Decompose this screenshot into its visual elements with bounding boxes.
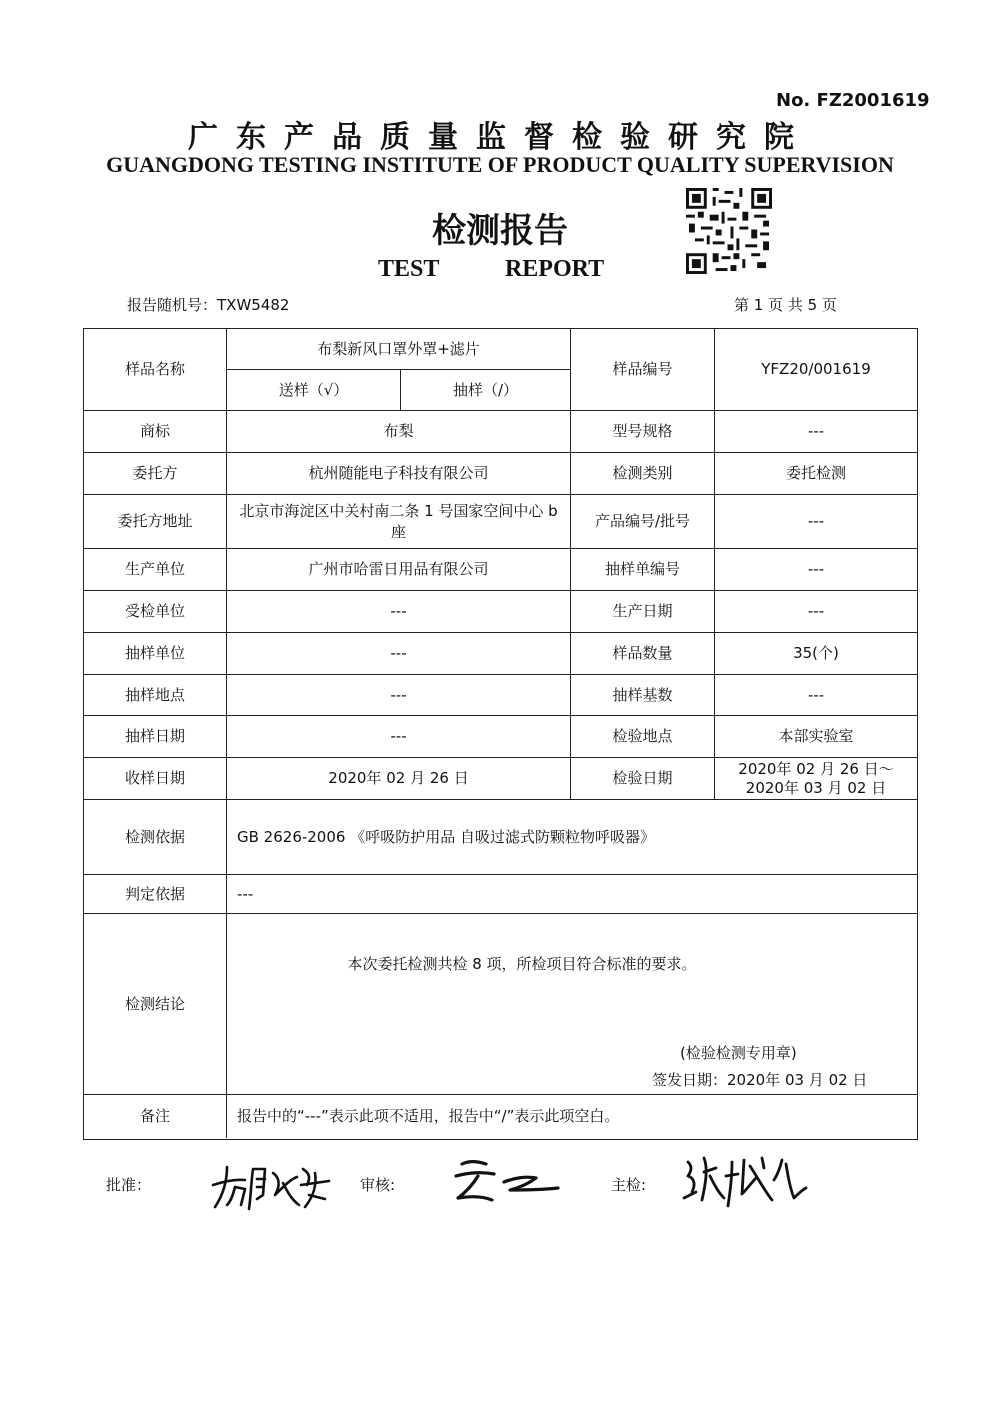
sampling-no-label: 抽样单编号 bbox=[571, 549, 715, 591]
institute-name-cn: 广东产品质量监督检验研究院 bbox=[188, 120, 812, 155]
judge-value: --- bbox=[227, 875, 917, 914]
test-date-label: 检验日期 bbox=[571, 758, 715, 800]
approver-signature bbox=[205, 1155, 335, 1215]
test-date-end: 2020年 03 月 02 日 bbox=[745, 778, 887, 797]
report-number: No. FZ2001619 bbox=[776, 90, 930, 111]
conclusion-box bbox=[227, 914, 917, 1095]
conclusion-text: 本次委托检测共检 8 项，所检项目符合标准的要求。 bbox=[347, 955, 697, 973]
report-title-cn: 检测报告 bbox=[432, 211, 568, 251]
sample-name-value: 布梨新风口罩外罩+滤片 bbox=[227, 329, 571, 370]
batch-value: --- bbox=[715, 495, 917, 549]
client-address-label: 委托方地址 bbox=[84, 495, 227, 549]
qr-code-icon bbox=[686, 188, 772, 274]
test-type-value: 委托检测 bbox=[715, 453, 917, 495]
sampling-unit-label: 抽样单位 bbox=[84, 633, 227, 675]
qty-label: 样品数量 bbox=[571, 633, 715, 675]
basis-value: GB 2626-2006 《呼吸防护用品 自吸过滤式防颗粒物呼吸器》 bbox=[227, 800, 917, 875]
basis-label: 检测依据 bbox=[84, 800, 227, 875]
model-label: 型号规格 bbox=[571, 411, 715, 453]
sent-sample-option: 送样（√） bbox=[227, 370, 401, 411]
test-place-value: 本部实验室 bbox=[715, 716, 917, 758]
reviewer-signature bbox=[448, 1150, 568, 1210]
model-value: --- bbox=[715, 411, 917, 453]
test-date-start: 2020年 02 月 26 日～ bbox=[738, 759, 894, 778]
sampling-date-label: 抽样日期 bbox=[84, 716, 227, 758]
inspector-signature bbox=[678, 1148, 818, 1216]
prod-date-value: --- bbox=[715, 591, 917, 633]
trademark-label: 商标 bbox=[84, 411, 227, 453]
institute-name-en: GUANGDONG TESTING INSTITUTE OF PRODUCT QUALITY SUPERVISION bbox=[106, 152, 894, 177]
test-place-label: 检验地点 bbox=[571, 716, 715, 758]
report-title-en: TEST REPORT bbox=[378, 256, 605, 282]
client-address-value: 北京市海淀区中关村南二条 1 号国家空间中心 b 座 bbox=[227, 495, 571, 549]
sample-no-label: 样品编号 bbox=[571, 329, 715, 411]
remark-label: 备注 bbox=[84, 1095, 227, 1138]
random-serial-number: 报告随机号：TXW5482 bbox=[127, 296, 290, 314]
approve-label: 批准： bbox=[106, 1176, 152, 1194]
trademark-value: 布梨 bbox=[227, 411, 571, 453]
stamp-label: (检验检测专用章) bbox=[680, 1044, 797, 1062]
sampling-unit-value: --- bbox=[227, 633, 571, 675]
issue-date: 签发日期：2020年 03 月 02 日 bbox=[652, 1071, 868, 1089]
sample-name-label: 样品名称 bbox=[84, 329, 227, 411]
test-type-label: 检测类别 bbox=[571, 453, 715, 495]
receive-date-label: 收样日期 bbox=[84, 758, 227, 800]
sampling-place-label: 抽样地点 bbox=[84, 675, 227, 716]
test-date-value bbox=[715, 758, 917, 800]
judge-label: 判定依据 bbox=[84, 875, 227, 914]
sampling-date-value: --- bbox=[227, 716, 571, 758]
sampling-no-value: --- bbox=[715, 549, 917, 591]
inspected-unit-value: --- bbox=[227, 591, 571, 633]
receive-date-value: 2020年 02 月 26 日 bbox=[227, 758, 571, 800]
conclusion-label: 检测结论 bbox=[84, 914, 227, 1095]
batch-label: 产品编号/批号 bbox=[571, 495, 715, 549]
sampling-place-value: --- bbox=[227, 675, 571, 716]
manufacturer-value: 广州市哈雷日用品有限公司 bbox=[227, 549, 571, 591]
sampling-base-label: 抽样基数 bbox=[571, 675, 715, 716]
prod-date-label: 生产日期 bbox=[571, 591, 715, 633]
manufacturer-label: 生产单位 bbox=[84, 549, 227, 591]
drawn-sample-option: 抽样（/） bbox=[401, 370, 571, 411]
client-value: 杭州随能电子科技有限公司 bbox=[227, 453, 571, 495]
qty-value: 35(个) bbox=[715, 633, 917, 675]
page-indicator: 第 1 页 共 5 页 bbox=[734, 296, 837, 314]
remark-value: 报告中的“---”表示此项不适用，报告中“/”表示此项空白。 bbox=[237, 1107, 620, 1125]
sample-no-value: YFZ20/001619 bbox=[715, 329, 917, 411]
sampling-base-value: --- bbox=[715, 675, 917, 716]
client-label: 委托方 bbox=[84, 453, 227, 495]
report-table bbox=[83, 328, 918, 1140]
inspector-label: 主检: bbox=[611, 1176, 647, 1194]
inspected-unit-label: 受检单位 bbox=[84, 591, 227, 633]
review-label: 审核: bbox=[360, 1176, 396, 1194]
